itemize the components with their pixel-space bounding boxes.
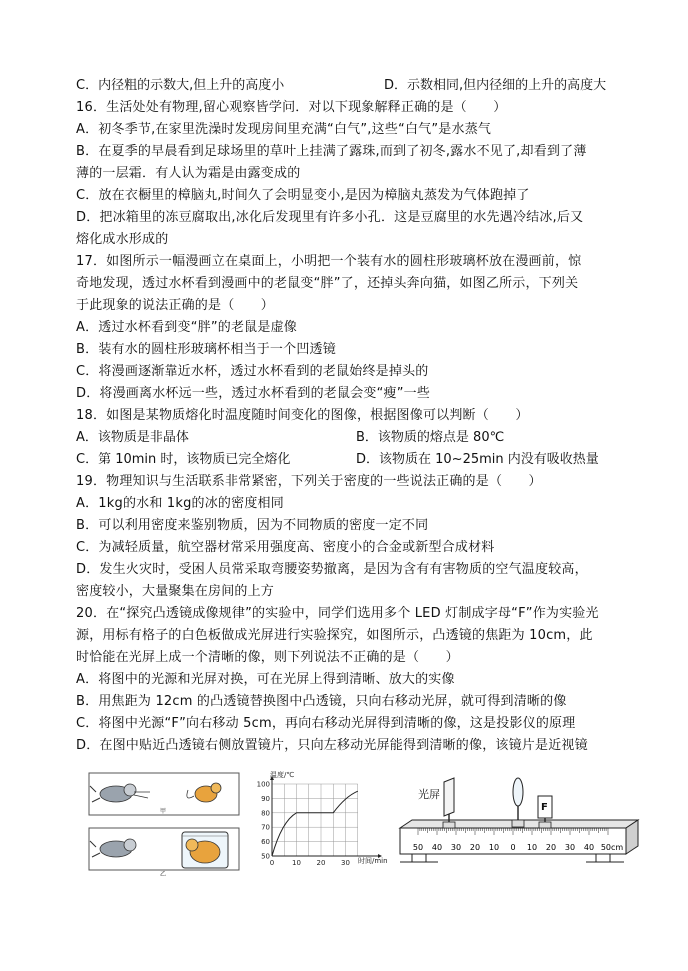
- graph-y-tick-label: 100: [256, 780, 270, 789]
- screen-label: 光屏: [418, 788, 440, 801]
- q17-stem: 17．如图所示一幅漫画立在桌面上，小明把一个装有水的圆柱形玻璃杯放在漫画前，惊: [76, 254, 582, 269]
- ruler-label: 50cm: [600, 843, 624, 852]
- optical-bench-figure: [398, 776, 640, 872]
- q20-option-c: C．将图中光源“F”向右移动 5cm，再向右移动光屏得到清晰的像，这是投影仪的原理: [76, 716, 576, 731]
- optical-bench-svg: [398, 776, 640, 872]
- q15-option-d: D．示数相同,但内径细的上升的高度大: [384, 78, 607, 93]
- q17-option-a: A．透过水杯看到变“胖”的老鼠是虚像: [76, 320, 297, 335]
- graph-x-axis-label: 时间/min: [358, 857, 388, 865]
- q19-option-b: B．可以利用密度来鉴别物质，因为不同物质的密度一定不同: [76, 518, 429, 533]
- bench-leg-left: [412, 854, 426, 862]
- q18-option-c: C．第 10min 时，该物质已完全熔化: [76, 452, 291, 467]
- q20-stem-cont-2: 时恰能在光屏上成一个清晰的像，则下列说法不正确的是（ ）: [76, 650, 459, 665]
- q16-option-d-cont: 熔化成水形成的: [76, 232, 169, 247]
- q15-option-c: C．内径粗的示数大,但上升的高度小: [76, 78, 285, 93]
- q18-stem: 18．如图是某物质熔化时温度随时间变化的图像，根据图像可以判断（ ）: [76, 408, 529, 423]
- graph-y-tick-label: 50: [261, 852, 270, 861]
- q18-option-b: B．该物质的熔点是 80℃: [356, 430, 505, 445]
- q17-stem-cont-2: 于此现象的说法正确的是（ ）: [76, 298, 275, 313]
- bench-leg-right: [596, 854, 610, 862]
- q19-stem: 19．物理知识与生活联系非常紧密，下列关于密度的一些说法正确的是（ ）: [76, 474, 542, 489]
- graph-x-tick-label: 10: [292, 859, 301, 867]
- graph-x-tick-label: 0: [269, 859, 275, 867]
- graph-y-tick-label: 90: [261, 794, 270, 803]
- q16-option-a: A．初冬季节,在家里洗澡时发现房间里充满“白气”,这些“白气”是水蒸气: [76, 122, 492, 137]
- q16-option-d: D．把冰箱里的冻豆腐取出,冰化后发现里有许多小孔．这是豆腐里的水先遇冷结冰,后又: [76, 210, 584, 225]
- ruler-label: 40: [431, 843, 443, 852]
- graph-x-tick-label: 30: [341, 859, 350, 867]
- graph-y-axis-label: 温度/℃: [270, 771, 295, 779]
- q20-option-b: B．用焦距为 12cm 的凸透镜替换图中凸透镜，只向右移动光屏，就可得到清晰的像: [76, 694, 567, 709]
- ruler-label: 0: [510, 843, 516, 852]
- q19-option-a: A．1kg的水和 1kg的冰的密度相同: [76, 496, 284, 511]
- q19-option-d: D．发生火灾时，受困人员常采取弯腰姿势撤离，是因为含有有害物质的空气温度较高，: [76, 562, 588, 577]
- q17-option-b: B．装有水的圆柱形玻璃杯相当于一个凹透镜: [76, 342, 336, 357]
- graph-ticks: [257, 781, 350, 868]
- q19-option-c: C．为减轻质量，航空器材常采用强度高、密度小的合金或新型合成材料: [76, 540, 495, 555]
- source-label: F: [541, 802, 548, 813]
- ruler-label: 40: [583, 843, 595, 852]
- cartoon-label-bottom: 乙: [160, 871, 167, 878]
- q20-stem-cont-1: 源，用标有格子的白色板做成光屏进行实验探究，如图所示，凸透镜的焦距为 10cm，此: [76, 628, 593, 643]
- ruler-label: 30: [450, 843, 462, 852]
- convex-lens: [512, 778, 524, 827]
- q20-option-a: A．将图中的光源和光屏对换，可在光屏上得到清晰、放大的实像: [76, 672, 455, 687]
- q20-stem: 20．在“探究凸透镜成像规律”的实验中，同学们选用多个 LED 灯制成字母“F”作为实验光: [76, 606, 599, 621]
- graph-y-tick-label: 70: [261, 823, 270, 832]
- q17-stem-cont-1: 奇地发现，透过水杯看到漫画中的老鼠变“胖”了，还掉头奔向猫，如图乙所示，下列关: [76, 276, 579, 291]
- graph-axes: [270, 776, 382, 858]
- melting-graph-svg: [250, 768, 390, 876]
- cartoon-svg: [88, 772, 240, 878]
- q18-option-a: A．该物质是非晶体: [76, 430, 189, 445]
- ruler-label: 10: [526, 843, 538, 852]
- melting-graph-figure: [250, 768, 390, 876]
- q16-option-b: B．在夏季的早晨看到足球场里的草叶上挂满了露珠,而到了初冬,露水不见了,却看到了薄: [76, 144, 587, 159]
- q16-option-c: C．放在衣橱里的樟脑丸,时间久了会明显变小,是因为樟脑丸蒸发为气体跑掉了: [76, 188, 530, 203]
- q18-option-d: D．该物质在 10~25min 内没有吸收热量: [356, 452, 599, 467]
- ruler-label: 20: [469, 843, 481, 852]
- cartoon-label-top: 甲: [160, 808, 167, 815]
- ruler-label: 20: [545, 843, 557, 852]
- cartoon-figure: [88, 772, 240, 878]
- q16-option-b-cont: 薄的一层霜．有人认为霜是由露变成的: [76, 166, 301, 181]
- q17-option-c: C．将漫画逐渐靠近水杯，透过水杯看到的老鼠始终是掉头的: [76, 364, 429, 379]
- graph-y-tick-label: 60: [261, 838, 270, 847]
- graph-x-tick-label: 20: [316, 859, 326, 867]
- graph-series-line: [272, 791, 358, 856]
- ruler-label: 10: [488, 843, 500, 852]
- q17-option-d: D．将漫画离水杯远一些，透过水杯看到的老鼠会变“瘦”一些: [76, 386, 431, 401]
- graph-curve: [272, 791, 358, 856]
- ruler-label: 30: [564, 843, 576, 852]
- ruler-label: 50: [412, 843, 424, 852]
- graph-grid: [272, 784, 358, 856]
- q19-option-d-cont: 密度较小，大量聚集在房间的上方: [76, 584, 275, 599]
- q20-option-d: D．在图中贴近凸透镜右侧放置镜片，只向左移动光屏能得到清晰的像，该镜片是近视镜: [76, 738, 588, 753]
- graph-y-tick-label: 80: [261, 809, 270, 818]
- q16-stem: 16．生活处处有物理,留心观察皆学问．对以下现象解释正确的是（ ）: [76, 100, 507, 115]
